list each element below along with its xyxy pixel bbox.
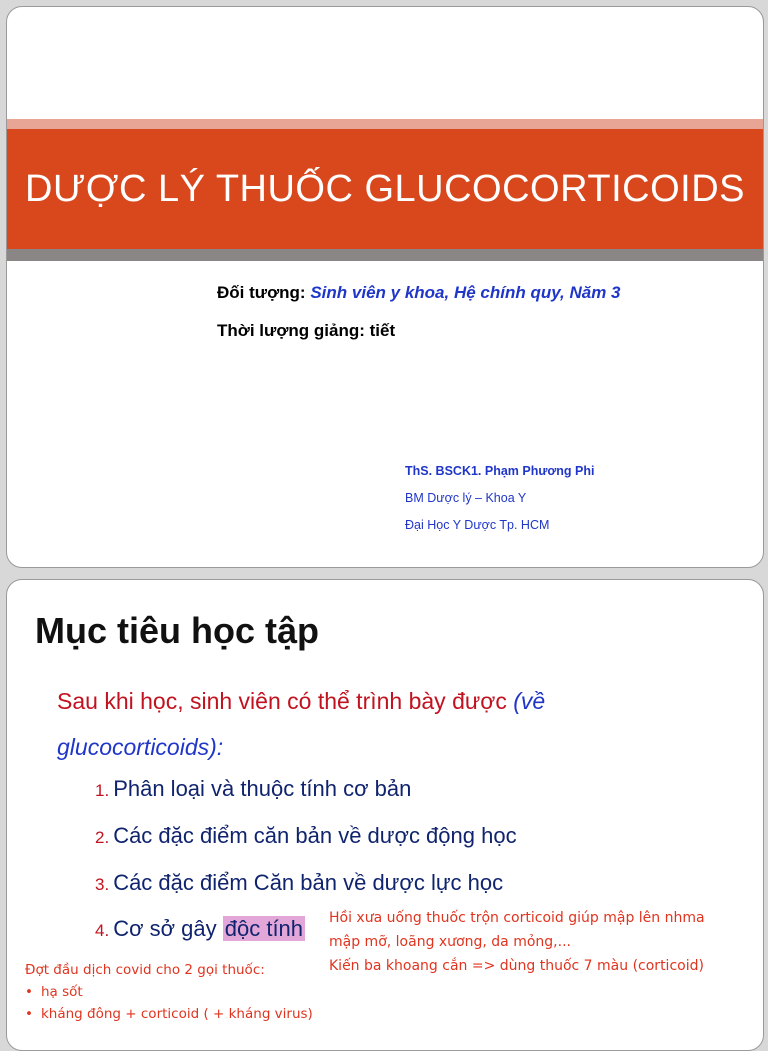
intro-subject: (về glucocorticoids): (57, 688, 546, 760)
handwritten-note: mập mỡ, loãng xương, da mỏng,... (329, 934, 571, 950)
author-department: BM Dược lý – Khoa Y (405, 491, 527, 505)
handwritten-note-item (25, 984, 83, 1000)
title-divider-band (7, 249, 763, 261)
objective-item (95, 823, 517, 849)
objective-text: Phân loại và thuộc tính cơ bản (113, 776, 412, 801)
objective-item (95, 870, 503, 896)
title-bar (7, 129, 763, 249)
objective-number: 2. (95, 828, 110, 847)
intro-text: Sau khi học, sinh viên có thể trình bày được (57, 688, 514, 714)
bullet-icon: • (25, 1006, 33, 1022)
title-slide (6, 6, 764, 568)
duration-line: Thời lượng giảng: tiết (217, 321, 396, 340)
note-item-text: hạ sốt (40, 984, 83, 1000)
objective-number: 3. (95, 875, 110, 894)
objectives-intro (57, 678, 617, 770)
objectives-slide (6, 579, 764, 1051)
objective-text: Các đặc điểm căn bản về dược động học (113, 823, 517, 848)
audience-value: Sinh viên y khoa, Hệ chính quy, Năm 3 (310, 283, 621, 302)
slide-title: DƯỢC LÝ THUỐC GLUCOCORTICOIDS (25, 167, 745, 210)
objective-text: Các đặc điểm Căn bản về dược lực học (113, 870, 504, 895)
bullet-icon: • (25, 984, 33, 1000)
highlighted-term: độc tính (224, 916, 304, 941)
objective-item (95, 916, 305, 942)
objective-item (95, 776, 411, 802)
handwritten-note-item (25, 1006, 313, 1022)
objectives-title: Mục tiêu học tập (35, 610, 320, 651)
handwritten-note-heading: Đợt đầu dịch covid cho 2 gọi thuốc: (25, 962, 265, 978)
note-item-text: kháng đông + corticoid ( + kháng virus) (40, 1006, 313, 1022)
audience-line (217, 283, 621, 303)
objective-text: Cơ sở gây (113, 916, 223, 941)
handwritten-note: Kiến ba khoang cắn => dùng thuốc 7 màu (corticoid) (329, 958, 704, 974)
author-name: ThS. BSCK1. Phạm Phương Phi (405, 464, 595, 478)
audience-label: Đối tượng: (217, 283, 306, 302)
author-university: Đại Học Y Dược Tp. HCM (405, 518, 550, 532)
objective-number: 1. (95, 781, 110, 800)
objective-number: 4. (95, 921, 110, 940)
handwritten-note: Hồi xưa uống thuốc trộn corticoid giúp mập lên nhma (329, 910, 705, 926)
title-accent-band (7, 119, 763, 129)
